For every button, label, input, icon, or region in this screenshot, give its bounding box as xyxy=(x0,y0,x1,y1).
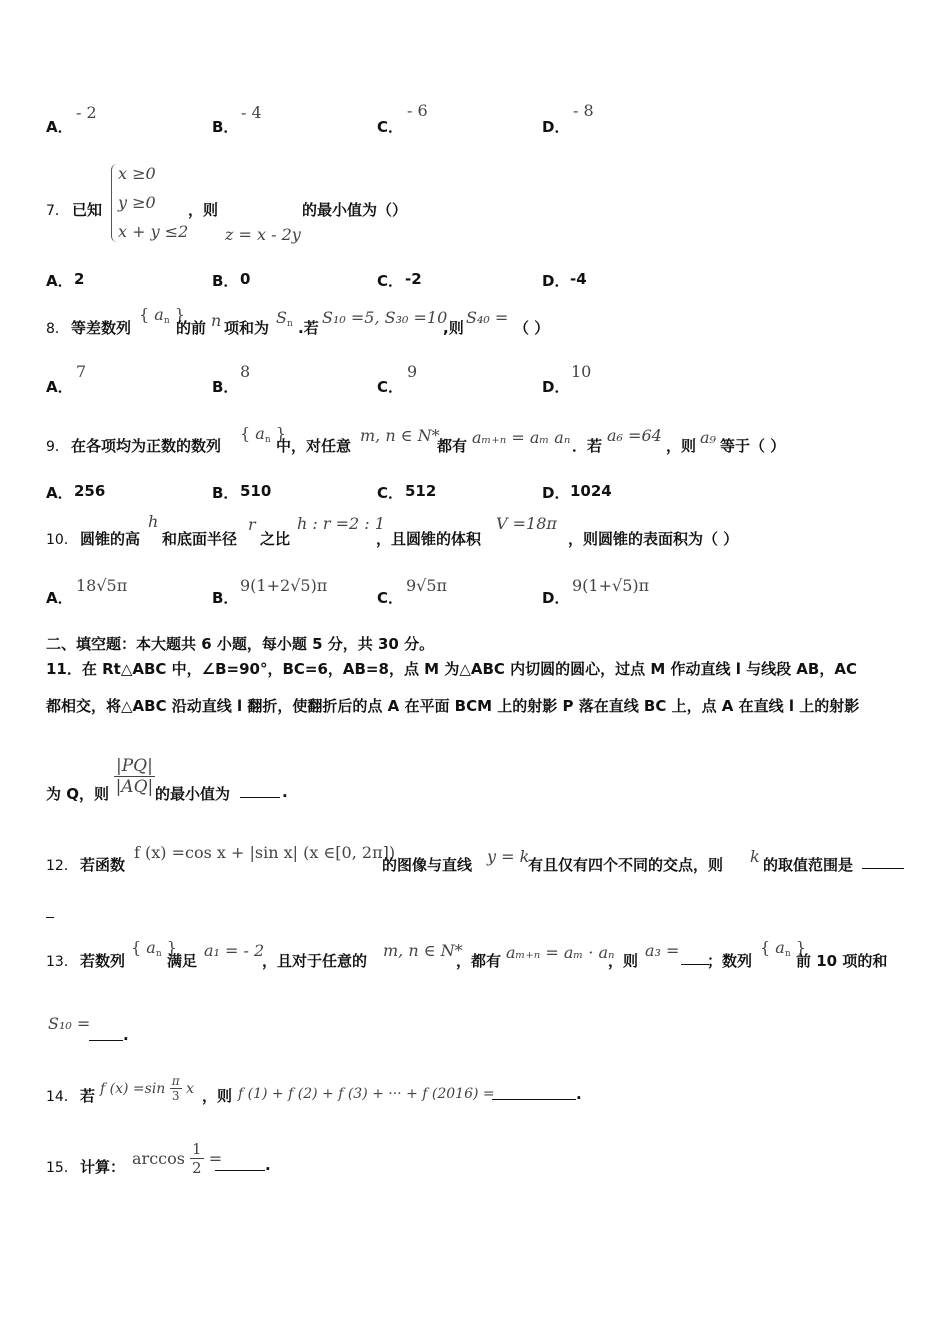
q10-number: 10． xyxy=(46,532,78,548)
q14-number: 14． xyxy=(46,1089,78,1105)
q11-fraction-denominator: |AQ| xyxy=(115,777,154,798)
q8-text-6: （ ） xyxy=(514,319,550,337)
q13-text-7: 前 10 项的和 xyxy=(796,952,888,970)
q13-s10: S₁₀ = xyxy=(48,1014,91,1033)
q14-text-2: ，则 xyxy=(202,1087,233,1105)
q6-option-c-value: - 6 xyxy=(407,101,428,120)
q11-fraction-box xyxy=(114,756,155,798)
q15-fraction-denominator: 2 xyxy=(192,1159,202,1177)
q12-text-1: 若函数 xyxy=(80,856,126,874)
q10-r: r xyxy=(248,515,256,534)
q15-text-1: 计算： xyxy=(80,1158,126,1176)
q9-sequence: { $a_n$ } xyxy=(240,424,286,445)
q8-option-b-value: 8 xyxy=(240,362,251,381)
q8-sum-symbol: $S_n$ xyxy=(276,308,293,329)
q12-answer-blank-2 xyxy=(46,917,54,918)
q7-option-c-value: -2 xyxy=(405,270,422,288)
q10-option-c-value: 9√5π xyxy=(406,576,448,595)
q10-volume: V =18π xyxy=(496,514,557,533)
q10-text-3: 之比 xyxy=(260,530,291,548)
q10-ratio: h : r =2 : 1 xyxy=(297,514,385,533)
q10-option-d-value: 9(1+√5)π xyxy=(572,576,650,595)
q7-option-d-letter: D． xyxy=(542,272,570,290)
q13-answer-blank-2 xyxy=(89,1040,123,1041)
q7-text-2: ，则 xyxy=(188,201,219,219)
q10-option-b-value: 9(1+2√5)π xyxy=(240,576,328,595)
q7-option-a-letter: A． xyxy=(46,272,73,290)
q9-text-6: 等于（ ） xyxy=(720,437,786,455)
q6-option-a-letter: A． xyxy=(46,118,73,136)
q13-number: 13． xyxy=(46,954,78,970)
q7-text-3: 的最小值为（） xyxy=(302,201,408,219)
q11-fraction-numerator: |PQ| xyxy=(116,756,153,776)
q9-a6: a₆ =64 xyxy=(607,426,662,445)
q9-text-2: 中，对任意 xyxy=(276,437,352,455)
system-brace xyxy=(111,164,118,242)
q8-n: n xyxy=(211,311,222,330)
q7-constraint-1: x ≥0 xyxy=(118,164,156,183)
q12-function: f (x) =cos x + |sin x| (x ∈[0, 2π]) xyxy=(134,843,396,862)
q9-option-c-letter: C． xyxy=(377,484,404,502)
q9-option-a-value: 256 xyxy=(74,482,106,500)
q8-text-2: 的前 xyxy=(176,319,207,337)
q10-option-a-value: 18√5π xyxy=(76,576,128,595)
q14-text-1: 若 xyxy=(80,1087,96,1105)
q8-condition: S₁₀ =5, S₃₀ =10 xyxy=(322,308,448,327)
q9-option-d-letter: D． xyxy=(542,484,570,502)
q12-line: y = k xyxy=(487,847,530,866)
q9-text-4: ．若 xyxy=(572,437,603,455)
q14-function-left: f (x) =sin xyxy=(100,1080,166,1097)
q13-a3: a₃ = xyxy=(645,941,680,960)
q11-text-2: 的最小值为 xyxy=(155,785,231,803)
q7-constraint-2: y ≥0 xyxy=(118,193,156,212)
q14-fraction-numerator: π xyxy=(171,1074,180,1088)
q15-fraction-numerator: 1 xyxy=(192,1140,202,1158)
q9-number: 9． xyxy=(46,439,69,455)
q13-text-6: ；数列 xyxy=(707,952,753,970)
q9-a9: a₉ xyxy=(700,428,716,447)
q13-sequence: { $a_n$ } xyxy=(131,938,177,959)
q10-text-2: 和底面半径 xyxy=(162,530,238,548)
q14-fraction-denominator: 3 xyxy=(171,1089,180,1104)
q12-answer-blank-1 xyxy=(862,868,904,869)
q6-option-a-value: - 2 xyxy=(76,103,97,122)
q6-option-b-value: - 4 xyxy=(241,103,262,122)
q7-constraint-3: x + y ≤2 xyxy=(118,222,189,241)
q9-option-d-value: 1024 xyxy=(570,482,612,500)
q13-text-4: ，都有 xyxy=(456,952,502,970)
q7-option-c-letter: C． xyxy=(377,272,404,290)
q11-line-1: 11．在 Rt△ABC 中，∠B=90°，BC=6，AB=8，点 M 为△ABC 内切圆的圆心，过点 M 作动直线 l 与线段 AB，AC xyxy=(46,660,857,678)
q13-a1: a₁ = - 2 xyxy=(204,941,265,960)
q14-text-3: . xyxy=(576,1085,582,1103)
q9-text-1: 在各项均为正数的数列 xyxy=(71,437,222,455)
q15-equals: = xyxy=(208,1149,223,1168)
q14-function-right: x xyxy=(186,1080,195,1097)
q12-text-4: 的取值范围是 xyxy=(763,856,854,874)
q15-arccos: arccos xyxy=(132,1149,185,1168)
q7-number: 7． xyxy=(46,203,69,219)
q13-answer-blank-1 xyxy=(681,964,709,965)
q10-h: h xyxy=(148,512,159,531)
q14-answer-blank xyxy=(492,1099,576,1100)
q13-text-5: ，则 xyxy=(608,952,639,970)
q8-option-a-letter: A． xyxy=(46,378,73,396)
q8-option-a-value: 7 xyxy=(76,362,87,381)
q12-k: k xyxy=(750,847,760,866)
q8-text-4: .若 xyxy=(298,319,319,337)
q10-text-5: ，则圆锥的表面积为（ ） xyxy=(568,530,739,548)
q10-option-c-letter: C． xyxy=(377,589,404,607)
q8-option-b-letter: B． xyxy=(212,378,239,396)
q9-option-b-value: 510 xyxy=(240,482,272,500)
q8-option-c-letter: C． xyxy=(377,378,404,396)
q13-text-1: 若数列 xyxy=(80,952,126,970)
q9-option-c-value: 512 xyxy=(405,482,437,500)
q6-option-c-letter: C． xyxy=(377,118,404,136)
q6-option-d-value: - 8 xyxy=(573,101,594,120)
q13-relation: aₘ₊ₙ = aₘ · aₙ xyxy=(506,943,615,962)
q8-s-letter: S xyxy=(276,308,287,327)
q14-sum: f (1) + f (2) + f (3) + ··· + f (2016) = xyxy=(238,1086,495,1102)
q7-text-1: 已知 xyxy=(72,201,103,219)
q15-answer-blank xyxy=(215,1170,265,1171)
q10-option-a-letter: A． xyxy=(46,589,73,607)
q11-line-2: 都相交，将△ABC 沿动直线 l 翻折，使翻折后的点 A 在平面 BCM 上的射影 P 落在直线 BC 上，点 A 在直线 l 上的射影 xyxy=(46,697,860,715)
q7-objective: z = x - 2y xyxy=(225,225,301,244)
q8-text-5: ,则 xyxy=(443,319,464,337)
q12-number: 12． xyxy=(46,858,78,874)
q10-text-1: 圆锥的高 xyxy=(80,530,141,548)
q9-option-b-letter: B． xyxy=(212,484,239,502)
q8-option-d-value: 10 xyxy=(571,362,592,381)
q12-text-2: 的图像与直线 xyxy=(382,856,473,874)
q7-option-b-value: 0 xyxy=(240,270,251,288)
q8-seq-letter: a xyxy=(154,305,164,324)
q13-text-3: ，且对于任意的 xyxy=(262,952,368,970)
q13-text-2: 满足 xyxy=(167,952,198,970)
q11-text-1: 为 Q，则 xyxy=(46,785,109,803)
q9-text-3: 都有 xyxy=(437,437,468,455)
q9-option-a-letter: A． xyxy=(46,484,73,502)
q14-function xyxy=(100,1074,194,1104)
q13-text-8: . xyxy=(123,1026,129,1044)
q12-text-3: 有且仅有四个不同的交点，则 xyxy=(528,856,724,874)
section-2-heading: 二、填空题：本大题共 6 小题，每小题 5 分，共 30 分。 xyxy=(46,635,435,653)
q9-mn: m, n ∈ N* xyxy=(360,426,440,445)
q7-option-b-letter: B． xyxy=(212,272,239,290)
q11-answer-blank xyxy=(240,797,280,798)
q6-option-d-letter: D． xyxy=(542,118,570,136)
q8-text-1: 等差数列 xyxy=(71,319,132,337)
q8-text-3: 项和为 xyxy=(224,319,270,337)
q10-text-4: ，且圆锥的体积 xyxy=(376,530,482,548)
q8-s40: S₄₀ = xyxy=(466,308,509,327)
q7-option-a-value: 2 xyxy=(74,270,85,288)
q11-fraction xyxy=(114,756,155,798)
q15-text-2: . xyxy=(265,1156,271,1174)
q8-option-c-value: 9 xyxy=(407,362,418,381)
q11-text-3: . xyxy=(282,783,288,801)
q14-fraction xyxy=(170,1074,182,1104)
q8-option-d-letter: D． xyxy=(542,378,570,396)
q9-relation: aₘ₊ₙ = aₘ aₙ xyxy=(472,428,571,447)
q9-text-5: ，则 xyxy=(666,437,697,455)
q13-sequence-2: { $a_n$ } xyxy=(760,938,806,959)
q10-option-d-letter: D． xyxy=(542,589,570,607)
q8-number: 8． xyxy=(46,321,69,337)
q6-option-b-letter: B． xyxy=(212,118,239,136)
q15-number: 15． xyxy=(46,1160,78,1176)
q10-option-b-letter: B． xyxy=(212,589,239,607)
q8-sequence: { $a_n$ } xyxy=(139,305,185,326)
q15-expression xyxy=(132,1140,222,1177)
q7-option-d-value: -4 xyxy=(570,270,587,288)
q15-fraction xyxy=(190,1140,204,1177)
q13-mn: m, n ∈ N* xyxy=(383,941,463,960)
